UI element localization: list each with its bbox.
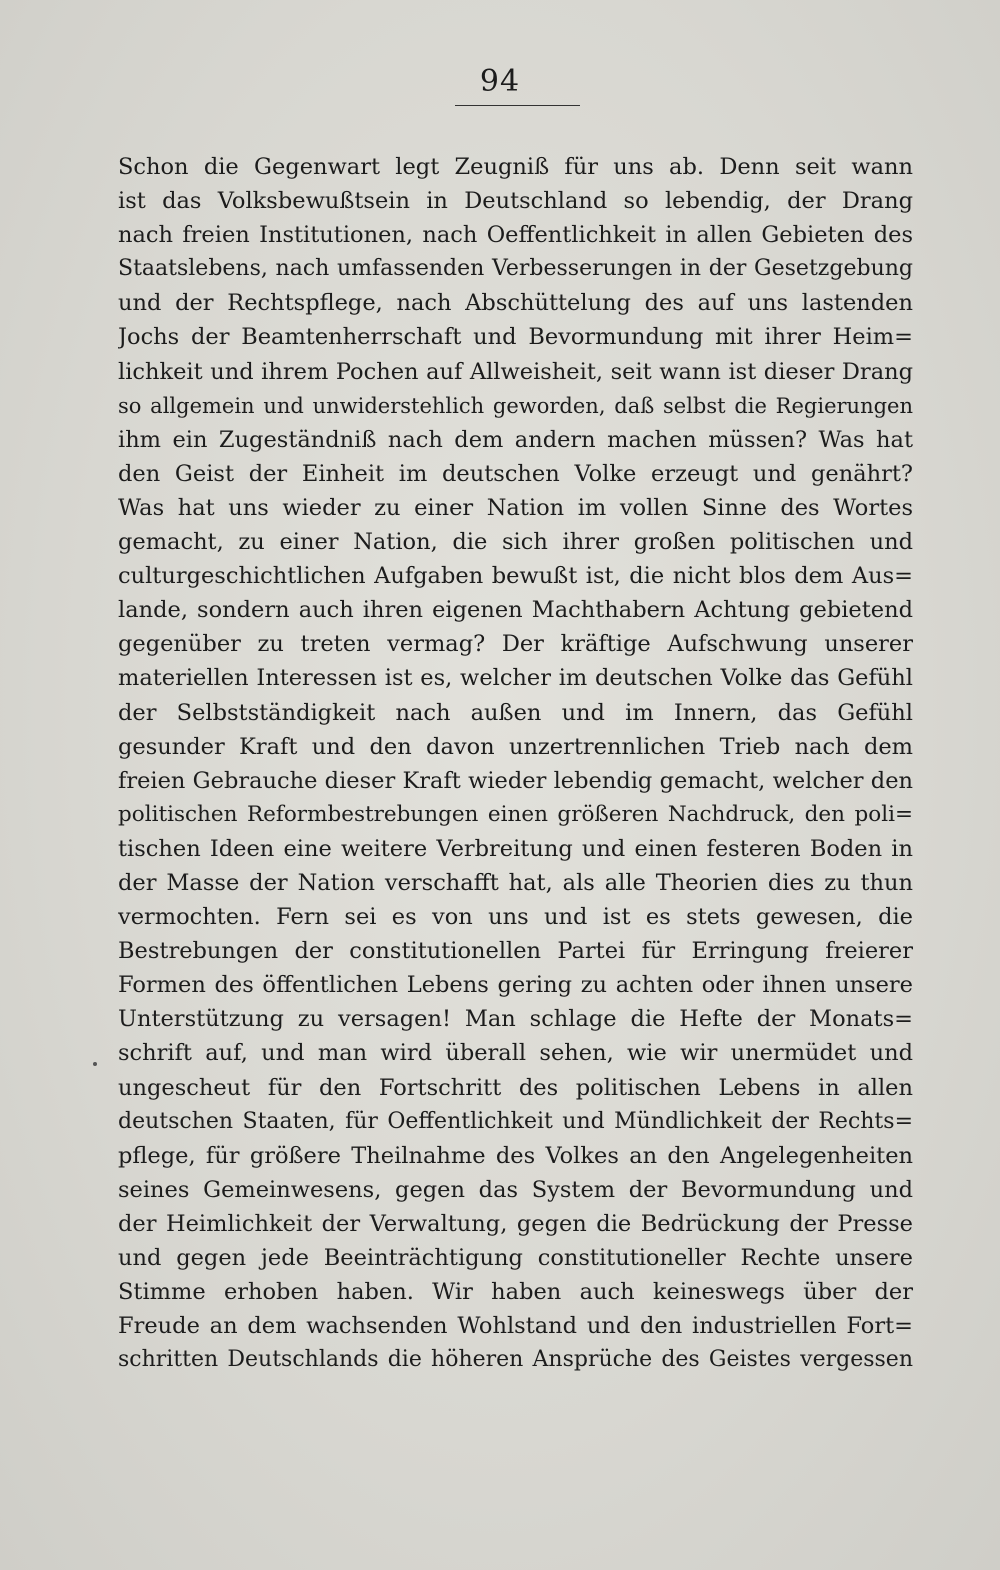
paper-speck xyxy=(93,1062,97,1066)
text-line: so allgemein und unwiderstehlich geworden, daß selbst die Regierungen xyxy=(118,393,913,418)
text-line: schrift auf, und man wird überall sehen, wie wir unermüdet und xyxy=(118,1040,913,1067)
text-line: Was hat uns wieder zu einer Nation im vollen Sinne des Wortes xyxy=(118,494,913,521)
text-line: Schon die Gegenwart legt Zeugniß für uns ab. Denn seit wann xyxy=(118,154,913,180)
text-line: Jochs der Beamtenherrschaft und Bevormundung mit ihrer Heim= xyxy=(118,324,913,351)
text-line: Unterstützung zu versagen! Man schlage die Hefte der Monats= xyxy=(118,1006,913,1033)
text-line: seines Gemeinwesens, gegen das System der Bevormundung und xyxy=(118,1176,913,1203)
text-line: ungescheut für den Fortschritt des politischen Lebens in allen xyxy=(118,1074,913,1101)
text-line: ihm ein Zugeständniß nach dem andern machen müssen? Was hat xyxy=(118,426,913,453)
text-line: Stimme erhoben haben. Wir haben auch keineswegs über der xyxy=(118,1279,913,1306)
text-line: gegenüber zu treten vermag? Der kräftige Aufschwung unserer xyxy=(118,631,913,658)
text-line: nach freien Institutionen, nach Oeffentlichkeit in allen Gebieten des xyxy=(118,222,913,249)
text-line: der Masse der Nation verschafft hat, als alle Theorien dies zu thun xyxy=(118,869,913,896)
text-line: Bestrebungen der constitutionellen Partei für Erringung freierer xyxy=(118,938,913,965)
text-line: deutschen Staaten, für Oeffentlichkeit und Mündlichkeit der Rechts= xyxy=(118,1108,913,1134)
text-line: der Selbstständigkeit nach außen und im Innern, das Gefühl xyxy=(118,699,913,726)
text-line: Formen des öffentlichen Lebens gering zu achten oder ihnen unsere xyxy=(118,972,913,999)
text-line: culturgeschichtlichen Aufgaben bewußt ist, die nicht blos dem Aus= xyxy=(118,563,913,590)
text-line: lichkeit und ihrem Pochen auf Allweisheit, seit wann ist dieser Drang xyxy=(118,358,913,385)
text-line: und der Rechtspflege, nach Abschüttelung des auf uns lastenden xyxy=(118,290,913,317)
text-line: tischen Ideen eine weitere Verbreitung und einen festeren Boden in xyxy=(118,835,913,862)
text-line: freien Gebrauche dieser Kraft wieder lebendig gemacht, welcher den xyxy=(118,767,913,794)
text-line: vermochten. Fern sei es von uns und ist es stets gewesen, die xyxy=(118,904,913,931)
header-rule xyxy=(455,105,580,106)
text-line: Staatslebens, nach umfassenden Verbesserungen in der Gesetzgebung xyxy=(118,256,913,282)
text-line: gemacht, zu einer Nation, die sich ihrer großen politischen und xyxy=(118,529,913,556)
text-line: ist das Volksbewußtsein in Deutschland so lebendig, der Drang xyxy=(118,188,913,215)
text-line: Freude an dem wachsenden Wohlstand und den industriellen Fort= xyxy=(118,1313,913,1340)
text-line: und gegen jede Beeinträchtigung constitutioneller Rechte unsere xyxy=(118,1245,913,1271)
text-line: den Geist der Einheit im deutschen Volke erzeugt und genährt? xyxy=(118,460,913,487)
text-line: schritten Deutschlands die höheren Ansprüche des Geistes vergessen xyxy=(118,1347,913,1373)
text-line: gesunder Kraft und den davon unzertrennlichen Trieb nach dem xyxy=(118,733,913,760)
text-line: der Heimlichkeit der Verwaltung, gegen die Bedrückung der Presse xyxy=(118,1210,913,1237)
body-text xyxy=(118,150,913,1377)
text-line: lande, sondern auch ihren eigenen Machthabern Achtung gebietend xyxy=(118,597,913,624)
text-line: pflege, für größere Theilnahme des Volkes an den Angelegenheiten xyxy=(118,1142,913,1169)
text-line: materiellen Interessen ist es, welcher im deutschen Volke das Gefühl xyxy=(118,665,913,692)
page-number: 94 xyxy=(479,64,521,99)
text-line: politischen Reformbestrebungen einen größeren Nachdruck, den poli= xyxy=(118,801,913,827)
